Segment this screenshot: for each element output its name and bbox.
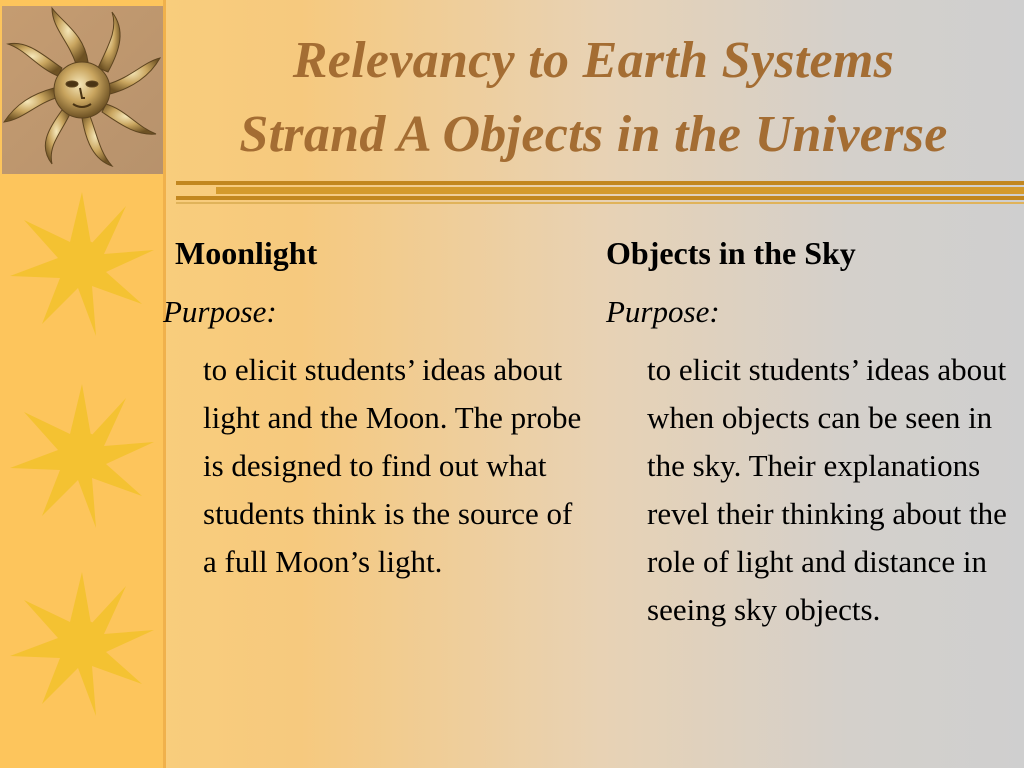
slide-title <box>163 24 1024 172</box>
sun-star-icon <box>4 378 160 534</box>
sun-star-icon <box>4 186 160 342</box>
left-purpose-label: Purpose: <box>163 294 277 329</box>
right-purpose-text: to elicit students’ ideas about when objects can be seen in the sky. Their explanations revel their thinking about the role of light and distance in seeing sky objects. <box>647 352 1007 627</box>
sun-star-icon <box>4 566 160 722</box>
objects-in-sky-heading: Objects in the Sky <box>606 235 856 271</box>
title-divider <box>176 181 1024 207</box>
moonlight-heading: Moonlight <box>175 235 318 271</box>
right-purpose-label: Purpose: <box>606 294 720 329</box>
slide-title-line-2: Strand A Objects in the Universe <box>239 106 948 163</box>
right-column <box>606 230 1024 634</box>
slide-title-line-1: Relevancy to Earth Systems <box>292 32 895 89</box>
left-purpose-text: to elicit students’ ideas about light and the Moon. The probe is designed to find out what students think is the source of a full Moon’s light. <box>203 352 582 579</box>
left-column <box>163 230 593 586</box>
sun-face-icon <box>2 6 163 174</box>
